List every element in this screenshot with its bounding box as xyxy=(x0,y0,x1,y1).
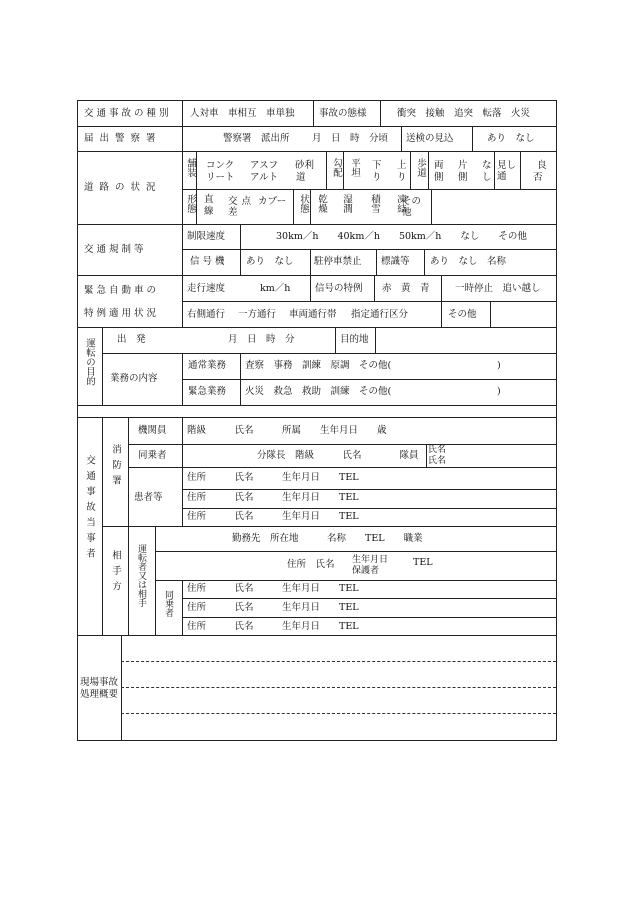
drive-speed-label: 走行速度 xyxy=(187,283,226,294)
passenger-fields: 分隊長 階級 氏名 隊員 xyxy=(257,450,419,461)
row-line xyxy=(182,598,556,599)
parking-label: 駐停車禁止 xyxy=(314,256,362,267)
emergency-label-2: 特例適用状況 xyxy=(84,308,160,319)
address-fields: 住所 氏名 xyxy=(287,559,335,570)
row-line xyxy=(182,189,556,190)
col-line xyxy=(401,126,402,151)
tel-label: TEL xyxy=(413,557,433,568)
border-right xyxy=(556,100,557,740)
col-line xyxy=(380,100,381,126)
bus-lane: 車両通行帯 xyxy=(289,309,337,320)
patient-row-1: 住所 氏名 生年月日 TEL xyxy=(187,472,359,483)
col-line xyxy=(472,126,473,151)
view-bad: 否 xyxy=(533,172,543,183)
state-dry: 乾燥 xyxy=(316,194,327,213)
passenger-name-2: 氏名 xyxy=(428,456,447,466)
driver-label: 運転者又は相手 xyxy=(136,544,146,607)
row-line xyxy=(182,617,556,618)
signal-special-label: 信号の特例 xyxy=(315,283,363,294)
pave-asphalt-2: アルト xyxy=(250,172,279,183)
col-line xyxy=(182,100,183,151)
row-line xyxy=(77,417,557,418)
state-snow: 積雪 xyxy=(369,194,380,213)
passenger-name-1: 氏名 xyxy=(428,445,447,455)
view-good: 良 xyxy=(537,160,547,171)
right-lane: 右側通行 xyxy=(187,309,226,320)
pave-label: 舗装 xyxy=(185,158,196,177)
inspect-label: 送検の見込 xyxy=(406,133,454,144)
passenger-label: 同乗者 xyxy=(138,450,167,461)
emergency-other: その他 xyxy=(448,309,477,320)
col-line xyxy=(410,151,411,189)
col-line xyxy=(310,249,311,275)
col-line xyxy=(182,224,183,275)
slope-down: 下 xyxy=(372,160,382,171)
walk-one-2: 側 xyxy=(458,172,468,183)
col-line xyxy=(490,301,491,327)
sign-options: あり なし 名称 xyxy=(430,256,507,267)
slope-up: 上 xyxy=(397,160,407,171)
col-line xyxy=(431,189,432,224)
summary-line-1[interactable] xyxy=(121,661,556,662)
col-line xyxy=(240,353,241,405)
fire-station-label: 消防署 xyxy=(110,444,121,491)
row-line xyxy=(77,405,557,406)
police-label: 届出警察署 xyxy=(84,133,162,144)
limit-speeds: 30km／h 40km／h 50km／h なし その他 xyxy=(276,231,527,242)
patient-label: 患者等 xyxy=(134,492,163,503)
signal-options: あり なし xyxy=(246,256,294,267)
slope-down-2: り xyxy=(372,172,382,183)
copassenger-row-1: 住所 氏名 生年月日 TEL xyxy=(187,583,359,594)
shape-cross: 交点差 xyxy=(228,196,256,218)
col-line xyxy=(102,327,103,405)
row-line xyxy=(182,508,556,509)
normal-work-label: 通常業務 xyxy=(188,360,227,371)
col-line xyxy=(313,100,314,126)
row-line xyxy=(182,379,556,380)
row-line xyxy=(155,580,556,581)
engineer-fields: 階級 氏名 所属 生年月日 歳 xyxy=(187,425,387,436)
normal-work-items: 査察 事務 訓練 原調 その他( xyxy=(245,360,392,371)
accident-types: 人対車 車相互 車単独 xyxy=(190,108,295,119)
walk-none-2: し xyxy=(482,172,492,183)
walk-one: 片 xyxy=(458,160,468,171)
inspect-options: あり なし xyxy=(487,133,535,144)
border-top xyxy=(77,100,557,101)
summary-label-2: 処理概要 xyxy=(80,689,119,700)
col-line xyxy=(424,249,425,275)
view-label: 見し通 xyxy=(497,160,517,182)
row-line xyxy=(102,526,557,527)
col-line xyxy=(426,444,427,467)
slope-label: 勾配 xyxy=(331,158,342,177)
signal-label: 信号機 xyxy=(190,256,228,267)
pave-gravel-2: 道 xyxy=(296,172,306,183)
summary-line-3[interactable] xyxy=(121,713,556,714)
work-fields: 勤務先 所在地 名称 TEL 職業 xyxy=(232,533,423,544)
road-label: 道路の状況 xyxy=(84,182,162,193)
shape-straight: 直線 xyxy=(204,194,214,217)
walk-both: 両 xyxy=(434,160,444,171)
work-label: 業務の内容 xyxy=(110,373,158,384)
emergency-work-items: 火災 救急 救助 訓練 その他( xyxy=(245,386,392,397)
copassenger-row-3: 住所 氏名 生年月日 TEL xyxy=(187,621,359,632)
row-line xyxy=(182,249,556,250)
state-label: 状態 xyxy=(298,194,309,213)
row-line xyxy=(155,551,556,552)
normal-close-paren: ) xyxy=(497,360,501,371)
col-line xyxy=(374,275,375,301)
slope-flat: 平坦 xyxy=(349,158,360,177)
birth-label: 生年月日 xyxy=(352,555,389,565)
row-line xyxy=(77,327,557,328)
col-line xyxy=(343,151,344,189)
accident-type-label: 交通事故の種別 xyxy=(84,108,172,119)
col-line xyxy=(182,417,183,526)
col-line xyxy=(182,275,183,327)
row-line xyxy=(77,126,557,127)
emergency-close-paren: ) xyxy=(497,386,501,397)
summary-label-1: 現場事故 xyxy=(80,677,119,688)
col-line xyxy=(335,327,336,353)
col-line xyxy=(376,249,377,275)
border-bottom xyxy=(77,740,557,741)
col-line xyxy=(182,151,183,224)
walk-both-2: 側 xyxy=(434,172,444,183)
pave-asphalt: アスフ xyxy=(250,160,279,171)
row-line xyxy=(77,275,557,276)
row-line xyxy=(102,353,557,354)
row-line xyxy=(77,635,557,636)
pave-concrete: コンク xyxy=(206,160,235,171)
walk-label: 歩道 xyxy=(415,158,426,177)
other-party-label: 相手方 xyxy=(110,550,121,597)
slope-up-2: り xyxy=(397,172,407,183)
patient-row-2: 住所 氏名 生年月日 TEL xyxy=(187,492,359,503)
col-line xyxy=(310,189,311,224)
parties-label: 交通事故当事者 xyxy=(84,455,95,564)
col-line xyxy=(293,189,294,224)
state-ice: 凍結 xyxy=(395,194,406,213)
row-line xyxy=(182,489,556,490)
guardian-label: 保護者 xyxy=(352,566,380,576)
emergency-label-1: 緊急自動車の xyxy=(84,285,160,296)
engineer-label: 機関員 xyxy=(138,425,167,436)
col-line xyxy=(310,275,311,301)
row-line xyxy=(128,467,556,468)
col-line xyxy=(520,151,521,189)
signal-colors: 赤 黄 青 xyxy=(382,283,430,294)
copassenger-label: 同乗者 xyxy=(163,590,173,617)
col-line xyxy=(196,151,197,224)
col-line xyxy=(326,151,327,189)
specified-lane: 指定通行区分 xyxy=(351,309,409,320)
police-datetime: 月 日 時 分頃 xyxy=(312,133,389,144)
copassenger-row-2: 住所 氏名 生年月日 TEL xyxy=(187,602,359,613)
row-line xyxy=(182,301,556,302)
drive-speed-unit: km／h xyxy=(260,283,291,294)
pave-concrete-2: リート xyxy=(206,172,235,183)
state-other: その他 xyxy=(402,196,422,218)
walk-none: な xyxy=(482,160,492,171)
col-line xyxy=(441,275,442,327)
col-line xyxy=(240,224,241,275)
row-line xyxy=(77,224,557,225)
patient-row-3: 住所 氏名 生年月日 TEL xyxy=(187,511,359,522)
destination-label: 目的地 xyxy=(340,334,369,345)
border-left xyxy=(77,100,78,740)
police-station: 警察署 派出所 xyxy=(223,133,290,144)
depart-time: 月 日 時 分 xyxy=(228,334,295,345)
accident-modes: 衝突 接触 追突 転落 火災 xyxy=(397,108,531,119)
summary-line-2[interactable] xyxy=(121,687,556,688)
state-wet: 湿潤 xyxy=(341,194,352,213)
col-line xyxy=(428,151,429,189)
shape-curve: カブー xyxy=(258,196,287,207)
accident-mode-label: 事故の態様 xyxy=(319,108,367,119)
sign-label: 標識等 xyxy=(381,256,410,267)
col-line xyxy=(375,327,376,353)
row-line xyxy=(128,444,556,445)
col-line xyxy=(494,151,495,189)
col-line xyxy=(182,580,183,635)
emergency-work-label: 緊急業務 xyxy=(188,386,227,397)
purpose-label: 運転の目的 xyxy=(84,338,95,386)
traffic-label: 交通規制等 xyxy=(84,244,147,255)
pave-gravel: 砂利 xyxy=(295,160,315,171)
row-line xyxy=(77,151,557,152)
depart-label: 出 発 xyxy=(117,334,146,345)
one-way: 一方通行 xyxy=(238,309,277,320)
col-line xyxy=(182,353,183,405)
shape-label: 形態 xyxy=(185,194,196,213)
stop-options: 一時停止 追い越し xyxy=(455,283,541,294)
limit-speed-label: 制限速度 xyxy=(187,231,226,242)
